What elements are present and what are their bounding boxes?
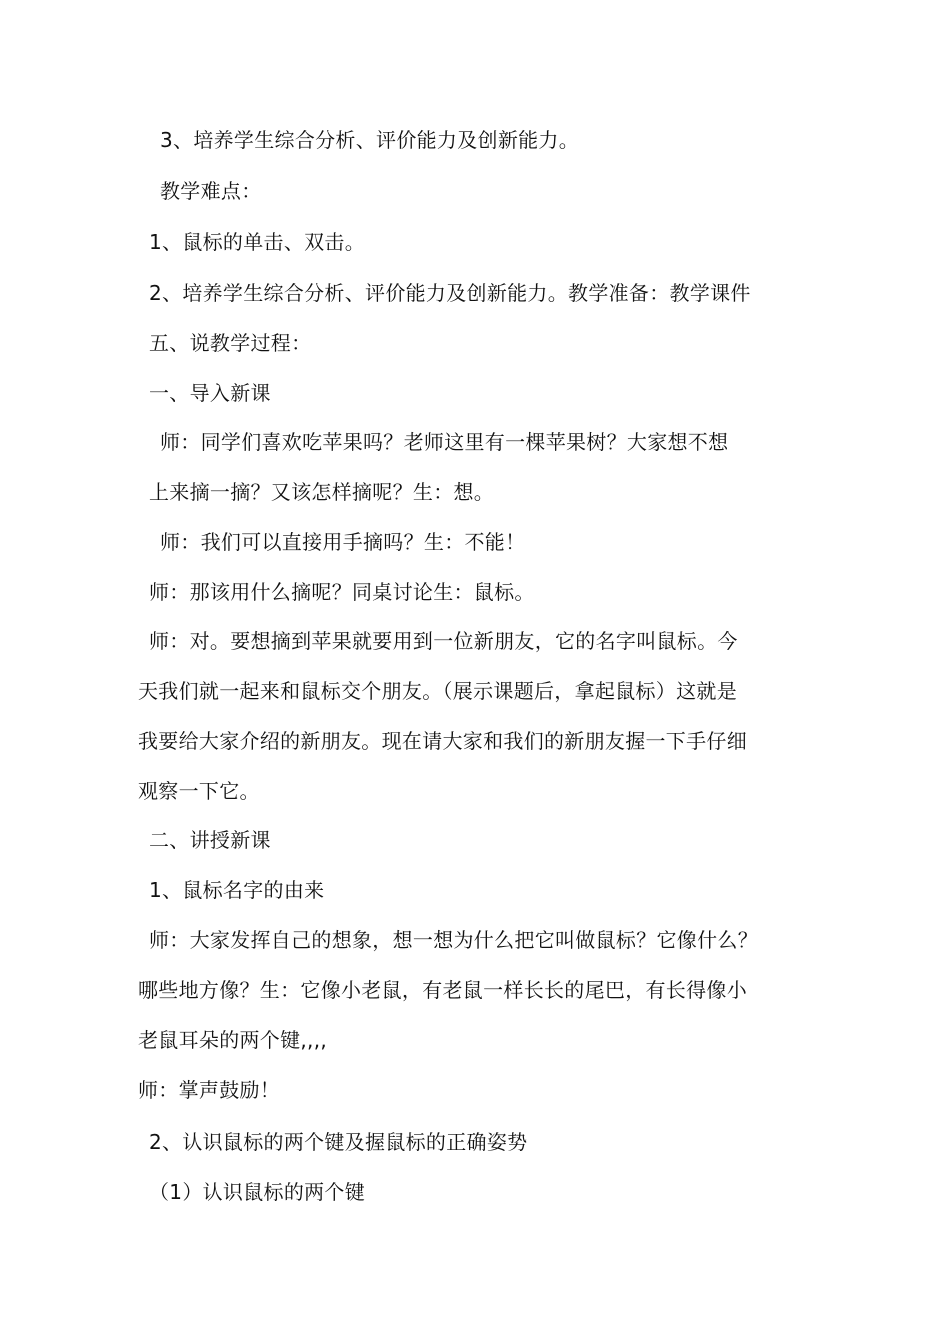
text-line: 二、讲授新课 [149, 828, 271, 852]
text-line: 教学难点： [160, 179, 262, 203]
text-line: 1、鼠标名字的由来 [149, 878, 325, 902]
text-line: 上来摘一摘？又该怎样摘呢？生：想。 [149, 480, 495, 504]
text-line: 一、导入新课 [149, 381, 271, 405]
text-line: 2、认识鼠标的两个键及握鼠标的正确姿势 [149, 1130, 528, 1154]
text-line: 师：我们可以直接用手摘吗？生：不能！ [160, 530, 526, 554]
text-line: 师：对。要想摘到苹果就要用到一位新朋友，它的名字叫鼠标。今 [149, 629, 738, 653]
text-line: 老鼠耳朵的两个键,,,, [138, 1028, 328, 1052]
text-line: 哪些地方像？生：它像小老鼠，有老鼠一样长长的尾巴，有长得像小 [138, 978, 747, 1002]
text-line: 师：那该用什么摘呢？同桌讨论生：鼠标。 [149, 580, 535, 604]
text-line: 师：同学们喜欢吃苹果吗？老师这里有一棵苹果树？大家想不想 [160, 430, 729, 454]
text-line: 师：大家发挥自己的想象，想一想为什么把它叫做鼠标？它像什么？ [149, 928, 758, 952]
text-line: 2、培养学生综合分析、评价能力及创新能力。教学准备：教学课件 [149, 281, 751, 305]
text-line: 3、培养学生综合分析、评价能力及创新能力。 [160, 128, 580, 152]
text-line: 1、鼠标的单击、双击。 [149, 230, 366, 254]
text-line: 五、说教学过程： [149, 331, 312, 355]
text-line: （1）认识鼠标的两个键 [149, 1180, 366, 1204]
text-line: 我要给大家介绍的新朋友。现在请大家和我们的新朋友握一下手仔细 [138, 729, 747, 753]
text-line: 天我们就一起来和鼠标交个朋友。（展示课题后，拿起鼠标）这就是 [138, 679, 737, 703]
text-line: 观察一下它。 [138, 779, 260, 803]
text-line: 师：掌声鼓励！ [138, 1078, 281, 1102]
